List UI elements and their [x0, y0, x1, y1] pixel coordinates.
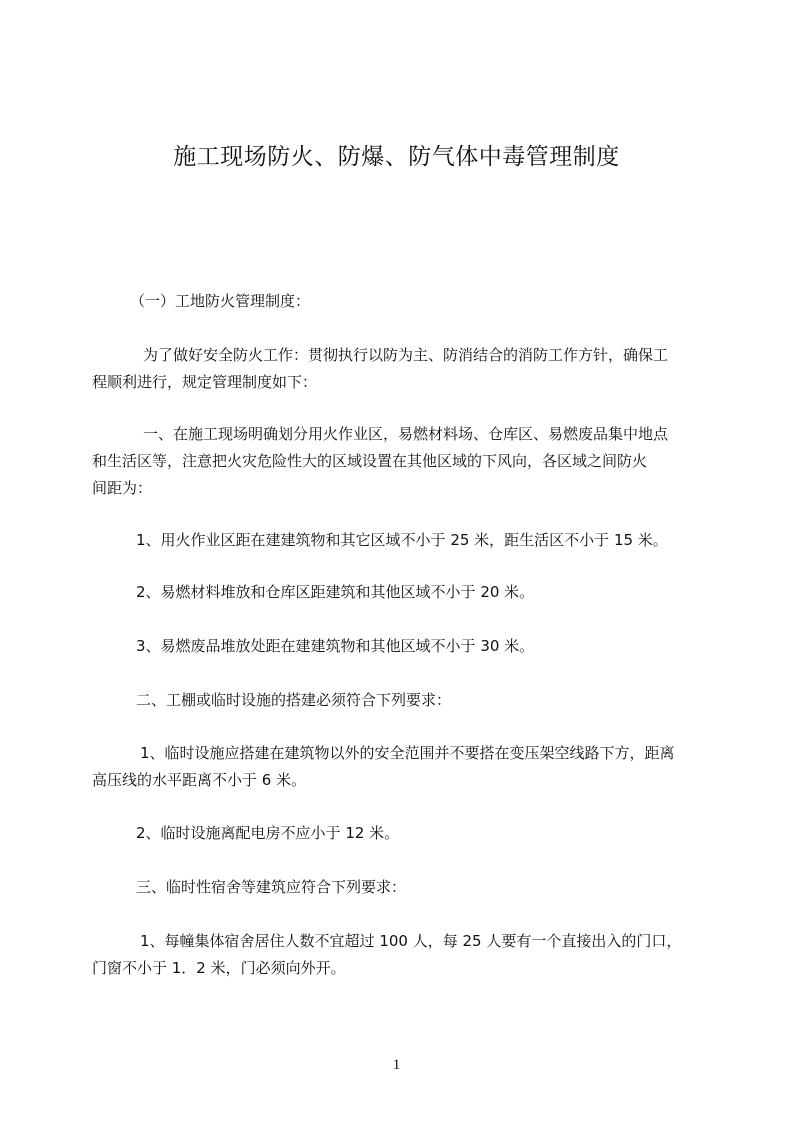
part1-item-2: 2、易燃材料堆放和仓库区距建筑和其他区域不小于 20 米。 [136, 583, 535, 601]
part2-item-2: 2、临时设施离配电房不应小于 12 米。 [136, 824, 400, 842]
part2-item-1-line-1: 1、临时设施应搭建在建筑物以外的安全范围并不要搭在变压架空线路下方，距离 [140, 744, 675, 762]
part2-heading: 二、工棚或临时设施的搭建必须符合下列要求： [136, 691, 452, 709]
part1-item-1: 1、用火作业区距在建建筑物和其它区域不小于 25 米，距生活区不小于 15 米。 [136, 531, 668, 549]
part1-line-2: 和生活区等，注意把火灾危险性大的区域设置在其他区域的下风向，各区域之间防火 [92, 452, 648, 470]
part3-item-1-line-2: 门窗不小于 1．2 米，门必须向外开。 [92, 959, 346, 977]
part3-heading: 三、临时性宿舍等建筑应符合下列要求： [136, 878, 407, 896]
intro-line-2: 程顺利进行，规定管理制度如下： [92, 373, 318, 391]
part1-item-3: 3、易燃废品堆放处距在建建筑物和其他区域不小于 30 米。 [136, 637, 535, 655]
part2-item-1-line-2: 高压线的水平距离不小于 6 米。 [92, 771, 307, 789]
part3-item-1-line-1: 1、每幢集体宿舍居住人数不宜超过 100 人，每 25 人要有一个直接出入的门口， [140, 932, 682, 950]
document-title: 施工现场防火、防爆、防气体中毒管理制度 [173, 144, 620, 170]
part1-line-1: 一、在施工现场明确划分用火作业区，易燃材料场、仓库区、易燃废品集中地点 [143, 425, 669, 443]
part1-line-3: 间距为： [92, 479, 153, 497]
intro-line-1: 为了做好安全防火工作：贯彻执行以防为主、防消结合的消防工作方针，确保工 [143, 346, 669, 364]
page-number: 1 [392, 1057, 401, 1073]
section-heading: （一）工地防火管理制度： [130, 292, 311, 310]
